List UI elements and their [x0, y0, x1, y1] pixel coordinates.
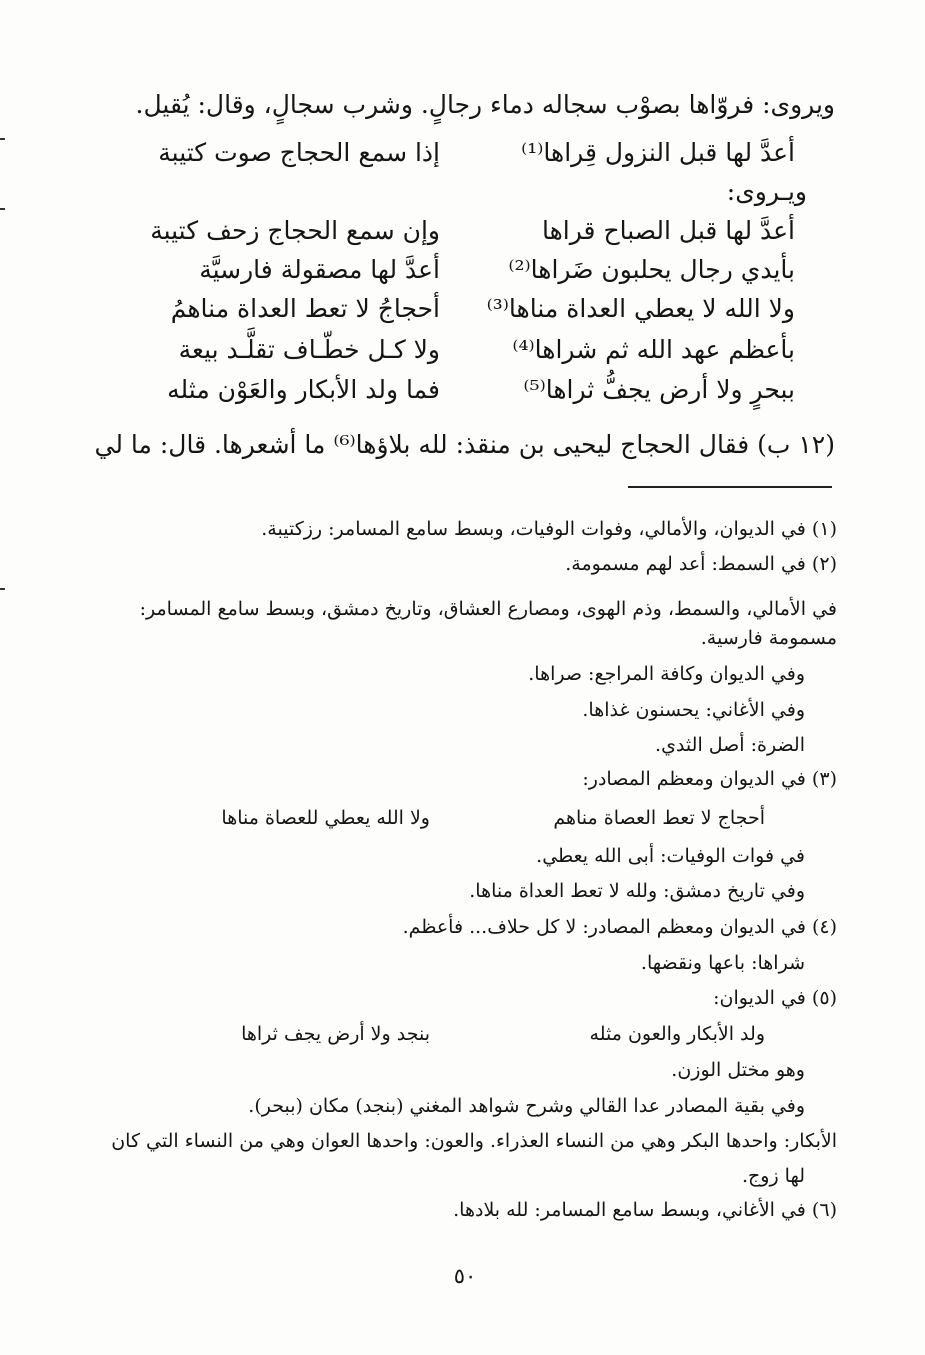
page-number: ٥٠	[453, 1264, 477, 1288]
footnote-3-text: في فوات الوفيات: أبى الله يعطي.	[536, 845, 805, 867]
footnote-3: (٣) في الديوان ومعظم المصادر:	[582, 768, 837, 790]
footnote-2-text: في الأمالي، والسمط، وذم الهوى، ومصارع العشاق، وتاريخ دمشق، وبسط سامع المسامر:	[139, 598, 837, 620]
verse-second-hemistich: أعدَّ لها قبل الصباح قراها	[542, 216, 795, 245]
footnote-verse-first: ولد الأبكار والعون مثله	[589, 1023, 765, 1045]
verse-second-hemistich: بأعظم عهد الله ثم شراها⁽⁴⁾	[512, 335, 795, 364]
footnote-5-text: وهو مختل الوزن.	[671, 1059, 805, 1081]
verse-first-hemistich: ولا كـل خطّـاف تقلَّـد بيعة	[178, 335, 440, 364]
footnote-5-text: الأبكار: واحدها البكر وهي من النساء العذراء. والعون: واحدها العوان وهي من النساء التي كان	[111, 1130, 837, 1152]
footnote-3-text: وفي تاريخ دمشق: ولله لا تعط العداة مناها.	[469, 880, 805, 902]
intro-line: ويروى: فروّاها بصوْب سجاله دماء رجالٍ. وشرب سجالٍ، وقال: يُقيل.	[135, 90, 835, 119]
footnote-verse-second: بنجد ولا أرض يجف ثراها	[241, 1023, 430, 1045]
verse-second-hemistich: أعدَّ لها قبل النزول قِراها⁽¹⁾	[521, 138, 795, 167]
verse-first-hemistich: أعدَّ لها مصقولة فارسيَّة	[199, 255, 440, 284]
footnote-5: (٥) في الديوان:	[713, 987, 837, 1009]
footnote-4-text: شراها: باعها ونقضها.	[640, 952, 805, 974]
verse-first-hemistich: فما ولد الأبكار والعَوْن مثله	[167, 375, 440, 404]
footnote-2-text: وفي الأغاني: يحسنون غذاها.	[582, 699, 805, 721]
footnote-2-text: وفي الديوان وكافة المراجع: صراها.	[528, 663, 805, 685]
footnote-verse-second: ولا الله يعطي للعصاة مناها	[221, 807, 430, 829]
verse-second-hemistich: بأيدي رجال يحلبون ضَراها⁽²⁾	[508, 255, 795, 284]
footnote-6: (٦) في الأغاني، وبسط سامع المسامر: لله بلادها.	[453, 1199, 837, 1221]
verse-first-hemistich: أحجاجُ لا تعط العداة مناهمُ	[170, 294, 440, 323]
footnote-1: (١) في الديوان، والأمالي، وفوات الوفيات، وبسط سامع المسامر: رزكتيبة.	[261, 518, 837, 540]
verse-first-hemistich: إذا سمع الحجاج صوت كتيبة	[158, 138, 440, 167]
verse-second-hemistich: ببحرٍ ولا أرض يجفُّ ثراها⁽⁵⁾	[523, 375, 795, 404]
footnote-2-text: الضرة: أصل الثدي.	[655, 734, 805, 756]
verse-first-hemistich: وإن سمع الحجاج زحف كتيبة	[150, 216, 440, 245]
margin-mark	[0, 138, 5, 140]
footnote-verse-first: أحجاج لا تعط العصاة مناهم	[553, 807, 765, 829]
margin-mark	[0, 208, 5, 210]
footnote-separator	[628, 486, 832, 488]
variant-label: ويـروى:	[726, 177, 807, 206]
footnote-5-text: لها زوج.	[741, 1165, 805, 1187]
footnote-4: (٤) في الديوان ومعظم المصادر: لا كل حلاف... فأعظم.	[402, 916, 837, 938]
footnote-2: (٢) في السمط: أعد لهم مسمومة.	[565, 553, 837, 575]
footnote-5-text: وفي بقية المصادر عدا القالي وشرح شواهد المغني (بنجد) مكان (ببحر).	[248, 1095, 805, 1117]
verse-second-hemistich: ولا الله لا يعطي العداة مناها⁽³⁾	[486, 294, 795, 323]
closing-line: (١٢ ب) فقال الحجاج ليحيى بن منقذ: لله بلاؤها⁽⁶⁾ ما أشعرها. قال: ما لي	[94, 430, 835, 459]
footnote-2-text: مسمومة فارسية.	[700, 627, 837, 649]
margin-mark	[0, 588, 5, 590]
